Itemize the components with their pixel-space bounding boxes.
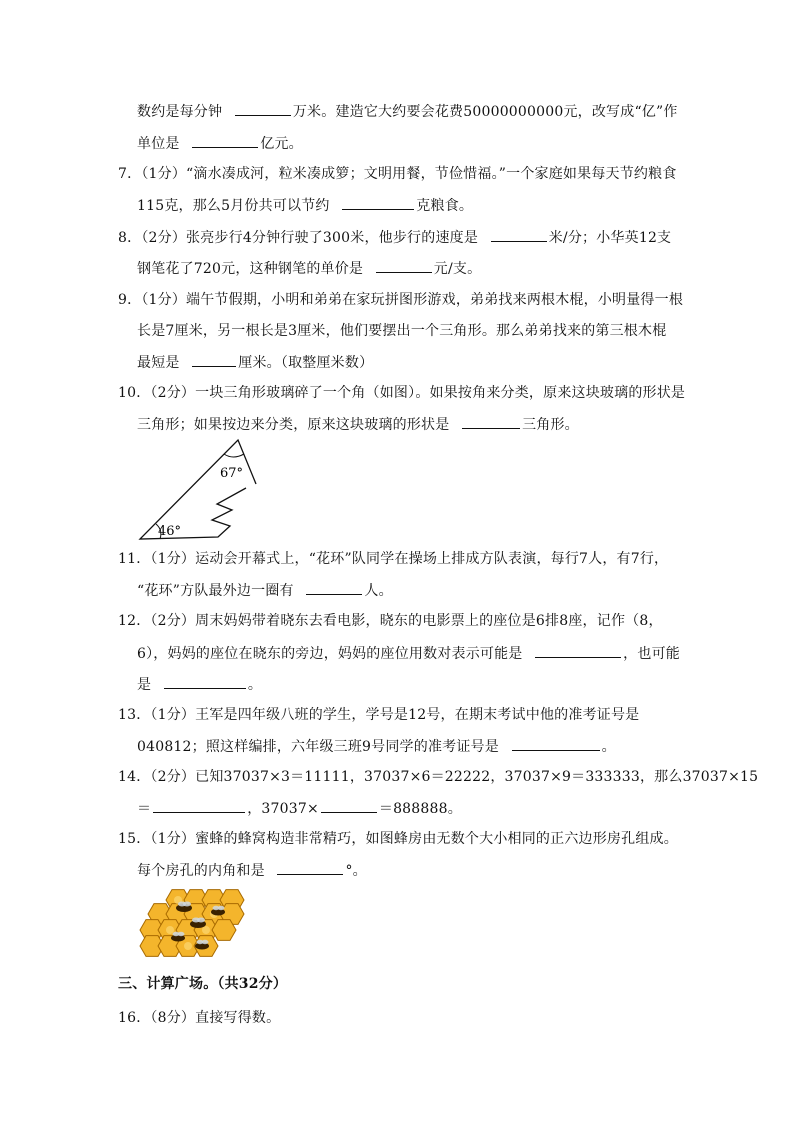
q15-text-3: °。 <box>345 863 367 879</box>
q11-text-2: “花环”方队最外边一圈有 <box>137 583 294 599</box>
q7-number: 7． <box>118 166 142 182</box>
q15-number: 15． <box>118 831 151 847</box>
q6-text-d: 单位是 <box>137 136 180 152</box>
q13-line2 <box>137 736 616 757</box>
bee-icon <box>171 932 185 942</box>
q12-text-3: ，也可能 <box>623 646 680 662</box>
q12-blank-1[interactable] <box>535 643 621 658</box>
bee-icon <box>195 940 209 950</box>
q6-blank-1[interactable] <box>235 101 291 116</box>
q14-text-3: ，37037× <box>247 801 319 817</box>
q14-text-1: （2分）已知37037×3＝11111，37037×6＝22222，37037×9＝333333，那么37037×15 <box>150 769 759 785</box>
q14-line1 <box>118 767 758 787</box>
q9-blank[interactable] <box>192 352 236 367</box>
q9-line3 <box>137 352 373 373</box>
q8-line2 <box>137 258 481 279</box>
q12-line2 <box>137 643 680 664</box>
q15-text-1: （1分）蜜蜂的蜂窝构造非常精巧，如图蜂房由无数个大小相同的正六边形房孔组成。 <box>150 831 678 847</box>
q16-line1 <box>118 1008 280 1028</box>
bee-icon <box>211 906 225 916</box>
q7-text-3: 克粮食。 <box>416 198 474 214</box>
q12-text-4: 是 <box>137 677 152 693</box>
bee-icon <box>176 902 192 913</box>
q14-text-2: ＝ <box>137 801 152 817</box>
q6-blank-2[interactable] <box>192 133 258 148</box>
q13-number: 13． <box>118 707 151 723</box>
q15-line2 <box>137 860 367 881</box>
q8-text-4: 元/支。 <box>433 261 482 277</box>
q12-text-2: 6），妈妈的座位在晓东的旁边，妈妈的座位用数对表示可能是 <box>137 646 523 662</box>
q14-blank-2[interactable] <box>321 798 377 813</box>
q10-blank[interactable] <box>462 414 520 429</box>
q10-text-2: 三角形；如果按边来分类，原来这块玻璃的形状是 <box>137 417 450 433</box>
q13-blank[interactable] <box>512 736 600 751</box>
q10-line2 <box>137 414 579 435</box>
q14-line2 <box>137 798 462 819</box>
q10-number: 10． <box>118 385 151 401</box>
q8-blank-1[interactable] <box>491 227 547 242</box>
q7-blank[interactable] <box>342 195 414 210</box>
q14-blank-1[interactable] <box>153 798 245 813</box>
q15-text-2: 每个房孔的内角和是 <box>137 863 265 879</box>
q12-blank-2[interactable] <box>164 674 246 689</box>
q8-text-3: 钢笔花了720元，这种钢笔的单价是 <box>137 261 364 277</box>
q12-line3 <box>137 674 262 695</box>
q8-number: 8． <box>118 230 142 246</box>
angle-label-46: 46° <box>158 524 182 539</box>
q11-blank[interactable] <box>306 580 362 595</box>
q12-number: 12． <box>118 613 151 629</box>
q12-text-5: 。 <box>247 677 263 693</box>
q6-text-e: 亿元。 <box>260 136 303 152</box>
q6-line2 <box>137 133 303 154</box>
q13-text-3: 。 <box>601 739 616 755</box>
q11-line1 <box>118 549 668 569</box>
q14-text-4: ＝888888。 <box>378 801 462 817</box>
q6-text-a: 数约是每分钟 <box>137 104 223 120</box>
q8-text-1: （2分）张亮步行4分钟行驶了300米，他步行的速度是 <box>141 230 479 246</box>
q10-line1 <box>118 383 685 403</box>
honeycomb-bees-image <box>138 888 254 958</box>
q11-number: 11． <box>118 551 151 567</box>
q6-number: 50000000000 <box>463 104 564 120</box>
q10-text-3: 三角形。 <box>522 417 579 433</box>
q11-line2 <box>137 580 393 601</box>
q8-line1 <box>118 227 671 248</box>
angle-arc-top <box>224 454 244 457</box>
q13-text-2: 040812；照这样编排，六年级三班9号同学的准考证号是 <box>137 739 499 755</box>
q15-blank[interactable] <box>277 860 343 875</box>
q16-text-1: （8分）直接写得数。 <box>150 1010 281 1026</box>
q6-line1 <box>137 101 678 122</box>
q6-text-b: 万米。建造它大约要会花费 <box>292 104 464 120</box>
q13-line1 <box>118 705 639 725</box>
broken-glass-triangle-figure <box>134 434 264 544</box>
q12-line1 <box>118 611 663 631</box>
q11-text-3: 人。 <box>364 583 393 599</box>
section-heading-calculation: 三、计算广场。（共32分） <box>118 976 288 992</box>
q12-text-1: （2分）周末妈妈带着晓东去看电影，晓东的电影票上的座位是6排8座，记作（8， <box>150 613 663 629</box>
q9-line2 <box>137 321 666 341</box>
q16-number: 16． <box>118 1010 151 1026</box>
q7-line2 <box>137 195 473 216</box>
q11-text-1: （1分）运动会开幕式上，“花环”队同学在操场上排成方队表演，每行7人，有7行， <box>150 551 669 567</box>
q9-text-2: 长是7厘米，另一根长是3厘米，他们要摆出一个三角形。那么弟弟找来的第三根木棍 <box>137 323 667 339</box>
q6-text-c: 元，改写成“亿”作 <box>563 104 678 120</box>
q7-line1 <box>118 164 677 184</box>
q9-text-4: 厘米。（取整厘米数） <box>238 355 374 371</box>
q8-text-2: 米/分；小华英12支 <box>548 230 672 246</box>
q9-number: 9． <box>118 292 142 308</box>
q15-line1 <box>118 829 678 849</box>
bee-icon <box>190 918 206 929</box>
q10-text-1: （2分）一块三角形玻璃碎了一个角（如图）。如果按角来分类，原来这块玻璃的形状是 <box>150 385 686 401</box>
q7-text-1: （1分）“滴水凑成河，粒米凑成箩；文明用餐，节俭惜福。”一个家庭如果每天节约粮食 <box>141 166 677 182</box>
q14-number: 14． <box>118 769 151 785</box>
q9-text-3: 最短是 <box>137 355 180 371</box>
q13-text-1: （1分）王军是四年级八班的学生，学号是12号，在期末考试中他的准考证号是 <box>150 707 640 723</box>
angle-label-67: 67° <box>220 466 244 481</box>
q7-text-2: 115克，那么5月份共可以节约 <box>137 198 330 214</box>
q9-line1 <box>118 290 683 310</box>
q9-text-1: （1分）端午节假期，小明和弟弟在家玩拼图形游戏，弟弟找来两根木棍，小明量得一根 <box>141 292 684 308</box>
q8-blank-2[interactable] <box>376 258 432 273</box>
